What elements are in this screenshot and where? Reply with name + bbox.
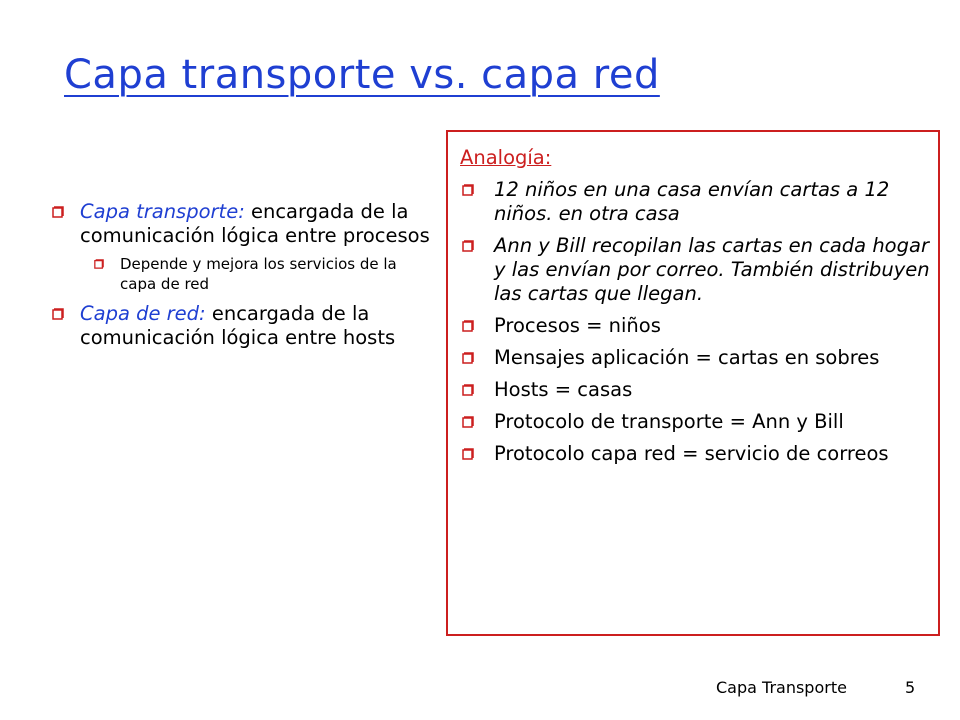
square-bullet-icon — [462, 320, 474, 332]
term-label: Capa de red: — [80, 302, 206, 325]
item-text: Ann y Bill recopilan las cartas en cada hogar y las envían por correo. También distribuyen las cartas que llegan. — [494, 234, 930, 305]
list-item — [50, 302, 430, 350]
list-item — [460, 410, 930, 434]
analogy-box — [446, 130, 940, 636]
item-text: Protocolo de transporte = Ann y Bill — [494, 410, 844, 433]
item-text: 12 niños en una casa envían cartas a 12 niños. en otra casa — [494, 178, 890, 225]
list-item — [460, 234, 930, 306]
slide-title: Capa transporte vs. capa red — [64, 52, 660, 98]
square-bullet-icon — [94, 259, 104, 269]
square-bullet-icon — [462, 352, 474, 364]
square-bullet-icon — [462, 240, 474, 252]
list-item — [50, 200, 430, 248]
analogy-content — [460, 146, 930, 474]
item-text: encargada de la comunicación lógica entre procesos — [80, 200, 430, 247]
square-bullet-icon — [52, 206, 64, 218]
square-bullet-icon — [462, 384, 474, 396]
square-bullet-icon — [462, 448, 474, 460]
page-number: 5 — [905, 678, 916, 697]
term-label: Capa transporte: — [80, 200, 245, 223]
item-text: Hosts = casas — [494, 378, 633, 401]
square-bullet-icon — [462, 184, 474, 196]
item-text: Mensajes aplicación = cartas en sobres — [494, 346, 880, 369]
list-item — [460, 178, 930, 226]
item-text: Procesos = niños — [494, 314, 661, 337]
list-item — [460, 314, 930, 338]
left-column — [50, 200, 430, 356]
analogy-heading: Analogía: — [460, 146, 552, 169]
item-text: Protocolo capa red = servicio de correos — [494, 442, 889, 465]
list-item — [460, 378, 930, 402]
item-text: encargada de la comunicación lógica entre hosts — [80, 302, 396, 349]
square-bullet-icon — [52, 308, 64, 320]
square-bullet-icon — [462, 416, 474, 428]
item-text: Depende y mejora los servicios de la capa de red — [120, 255, 397, 293]
list-item — [460, 442, 930, 466]
list-item — [460, 346, 930, 370]
footer-label: Capa Transporte — [716, 678, 847, 697]
list-item — [50, 254, 430, 294]
